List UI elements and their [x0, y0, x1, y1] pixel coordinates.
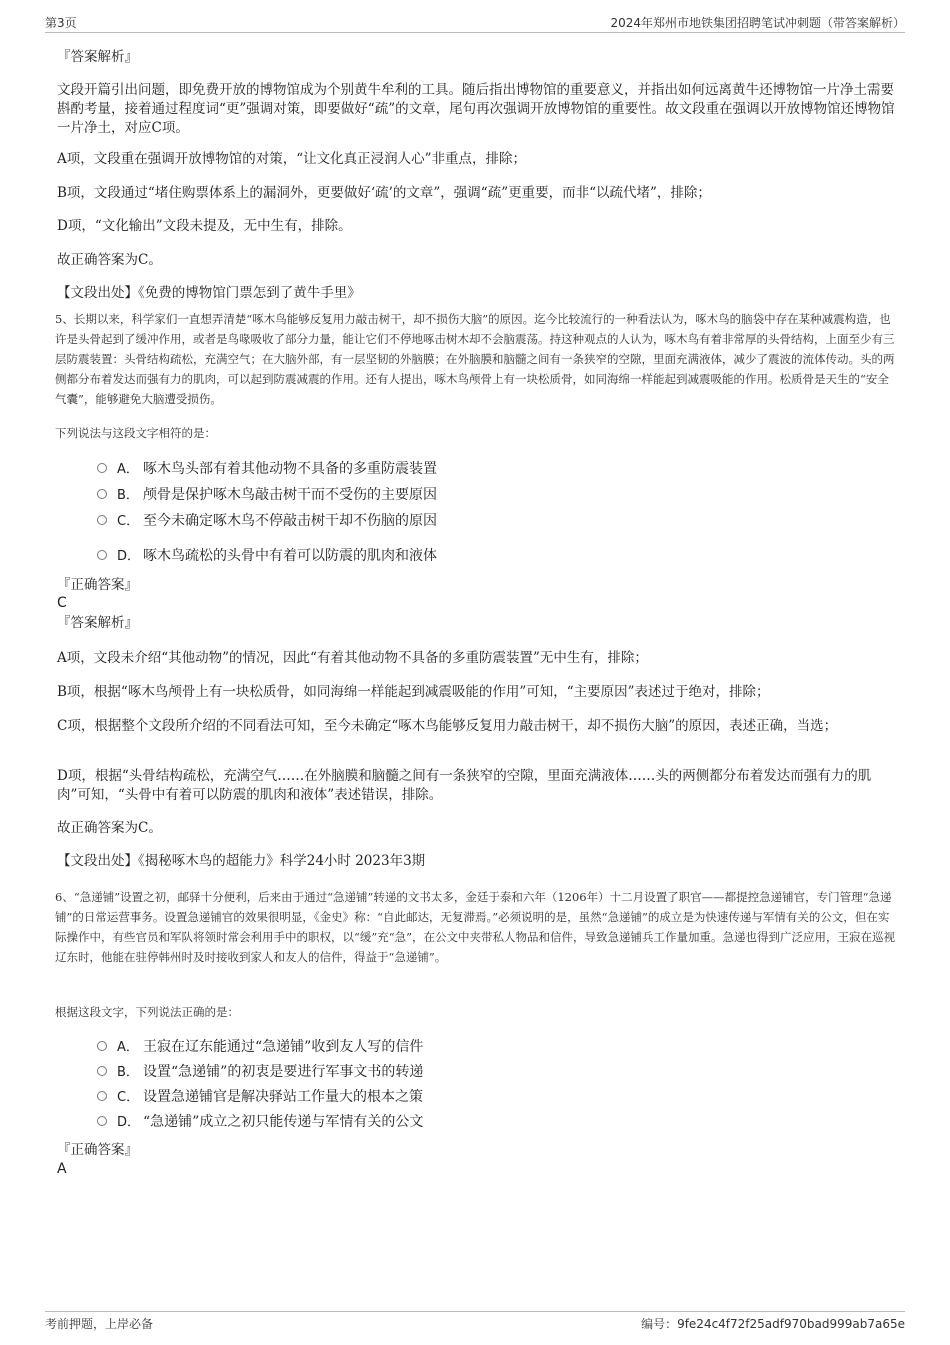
question-5-option-c[interactable]: [97, 511, 437, 531]
question-6-stem: 6、“急递铺”设置之初，邮驿十分便利，后来由于通过“急递铺”转递的文书太多，金廷于泰和六年（1206年）十二月设置了职官——都提控急递铺官，专门管理“急递铺”的日常运营事务。设置急递铺官的效果很明显，《金史》称：“自此邮达，无复滞焉。”必须说明的是，虽然“急递铺”的成立是为快速传递与军情有关的公文，但在实际操作中，有些官员和军队将领时常会利用手中的职权，以“缓”充“急”，在公文中夹带私人物品和信件，导致急递铺兵工作量加重。急递也得到广泛应用，王寂在巡视辽东时，他能在驻停韩州时及时接收到家人和友人的信件，得益于“急递铺”。: [55, 890, 896, 964]
source-citation: 【文段出处】《揭秘啄木鸟的超能力》科学24小时 2023年3期: [57, 853, 426, 869]
question-5-option-d[interactable]: [97, 546, 437, 566]
option-key: C．: [117, 1090, 140, 1105]
correct-answer-label: 『正确答案』: [57, 577, 138, 593]
analysis-option-b: B项，文段通过“堵住购票体系上的漏洞外，更要做好‘疏’的文章”，强调“疏”更重要，而非“以疏代堵”，排除；: [57, 185, 711, 201]
page-footer: [45, 1311, 905, 1334]
question-6-option-c[interactable]: [97, 1087, 423, 1107]
option-text: 啄木鸟头部有着其他动物不具备的多重防震装置: [143, 461, 437, 477]
analysis-label: 『答案解析』: [57, 615, 138, 631]
radio-icon[interactable]: [97, 1091, 107, 1101]
source-citation: 【文段出处】《免费的博物馆门票怎到了黄牛手里》: [57, 285, 361, 301]
option-text: 设置“急递铺”的初衷是要进行军事文书的转递: [143, 1064, 424, 1080]
footer-note: 考前押题，上岸必备: [45, 1317, 154, 1331]
option-key: A．: [117, 1040, 139, 1055]
option-key: B．: [117, 488, 139, 503]
question-6-option-a[interactable]: [97, 1037, 423, 1057]
analysis-option-a: A项，文段未介绍“其他动物”的情况，因此“有着其他动物不具备的多重防震装置”无中生有，排除；: [57, 650, 648, 666]
page-number: 第3页: [45, 16, 77, 30]
page-header: [45, 14, 905, 33]
analysis-option-c: C项，根据整个文段所介绍的不同看法可知，至今未确定“啄木鸟能够反复用力敲击树干，却不损伤大脑”的原因，表述正确，当选；: [57, 718, 838, 734]
radio-icon[interactable]: [97, 515, 107, 525]
option-key: A．: [117, 462, 139, 477]
question-6-prompt: 根据这段文字，下列说法正确的是：: [55, 1005, 239, 1019]
correct-answer: C: [57, 595, 67, 611]
question-5-option-b[interactable]: [97, 485, 437, 505]
option-key: D．: [117, 1115, 141, 1130]
radio-icon[interactable]: [97, 489, 107, 499]
option-key: C．: [117, 514, 140, 529]
analysis-option-d: D项，“文化输出”文段未提及，无中生有，排除。: [57, 218, 352, 234]
option-text: “急递铺”成立之初只能传递与军情有关的公文: [143, 1114, 424, 1130]
correct-answer: A: [57, 1161, 67, 1177]
analysis-option-a: A项，文段重在强调开放博物馆的对策，“让文化真正浸润人心”非重点，排除；: [57, 151, 527, 167]
option-text: 王寂在辽东能通过“急递铺”收到友人写的信件: [143, 1039, 424, 1055]
analysis-paragraph: 文段开篇引出问题，即免费开放的博物馆成为个别黄牛牟利的工具。随后指出博物馆的重要意义，并指出如何远离黄牛还博物馆一片净土需要斟酌考量，接着通过程度词“更”强调对策，即要做好“疏”的文章，尾句再次强调开放博物馆的重要性。故文段重在强调以开放博物馆还博物馆一片净土，对应C项。: [57, 82, 895, 136]
option-text: 至今未确定啄木鸟不停敲击树干却不伤脑的原因: [143, 513, 437, 529]
radio-icon[interactable]: [97, 463, 107, 473]
analysis-conclusion: 故正确答案为C。: [57, 820, 162, 836]
analysis-option-d: D项，根据“头骨结构疏松，充满空气……在外脑膜和脑髓之间有一条狭窄的空隙，里面充满液体……头的两侧都分布着发达而强有力的肌肉”可知，“头骨中有着可以防震的肌肉和液体”表述错误，排除。: [57, 768, 872, 803]
question-6-option-b[interactable]: [97, 1062, 423, 1082]
option-text: 啄木鸟疏松的头骨中有着可以防震的肌肉和液体: [143, 548, 437, 564]
question-5-stem: 5、长期以来，科学家们一直想弄清楚“啄木鸟能够反复用力敲击树干，却不损伤大脑”的原因。迄今比较流行的一种看法认为，啄木鸟的脑袋中存在某种减震构造，也许是头骨起到了缓冲作用，或者是鸟喙吸收了部分力量，能让它们不停地啄击树木却不会脑震荡。持这种观点的人认为，啄木鸟有着非常厚的头骨结构，上面至少有三层防震装置：头骨结构疏松，充满空气；在大脑外部，有一层坚韧的外脑膜；在外脑膜和脑髓之间有一条狭窄的空隙，里面充满液体，减少了震波的流体传动。头的两侧都分布着发达而强有力的肌肉，可以起到防震减震的作用。还有人提出，啄木鸟颅骨上有一块松质骨，如同海绵一样能起到减震吸能的作用。松质骨是天生的“安全气囊”，能够避免大脑遭受损伤。: [55, 312, 895, 406]
radio-icon[interactable]: [97, 1041, 107, 1051]
analysis-option-b: B项，根据“啄木鸟颅骨上有一块松质骨，如同海绵一样能起到减震吸能的作用”可知，“主要原因”表述过于绝对，排除；: [57, 684, 770, 700]
question-5-prompt: 下列说法与这段文字相符的是：: [55, 426, 216, 440]
option-text: 颅骨是保护啄木鸟敲击树干而不受伤的主要原因: [143, 487, 437, 503]
question-5-option-a[interactable]: [97, 459, 437, 479]
radio-icon[interactable]: [97, 1066, 107, 1076]
radio-icon[interactable]: [97, 550, 107, 560]
radio-icon[interactable]: [97, 1116, 107, 1126]
analysis-conclusion: 故正确答案为C。: [57, 252, 162, 268]
analysis-label: 『答案解析』: [57, 49, 138, 65]
option-key: D．: [117, 549, 141, 564]
option-text: 设置急递铺官是解决驿站工作量大的根本之策: [143, 1089, 423, 1105]
question-6-option-d[interactable]: [97, 1112, 423, 1132]
document-serial: 编号：9fe24c4f72f25adf970bad999ab7a65e: [641, 1317, 905, 1331]
correct-answer-label: 『正确答案』: [57, 1142, 138, 1158]
option-key: B．: [117, 1065, 139, 1080]
document-title: 2024年郑州市地铁集团招聘笔试冲刺题（带答案解析）: [610, 16, 905, 30]
